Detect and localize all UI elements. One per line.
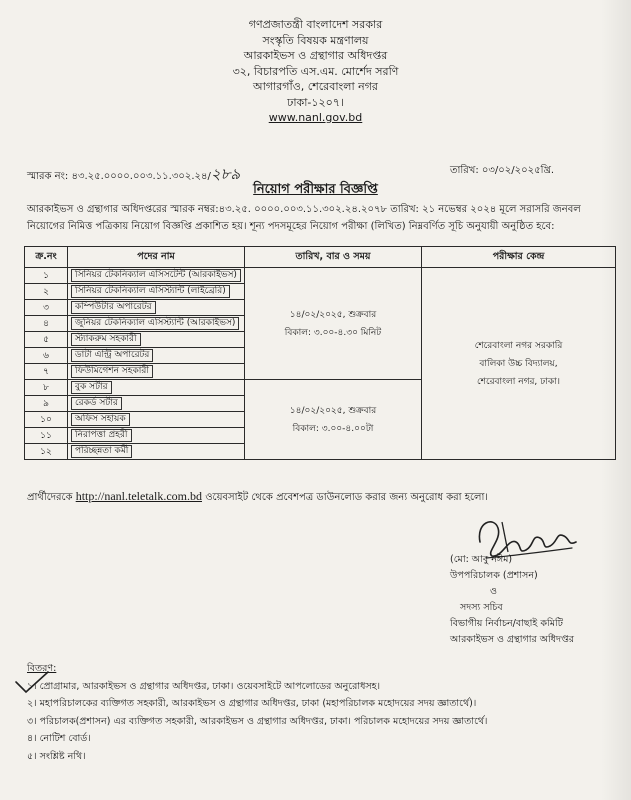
teletalk-link[interactable]: http://nanl.teletalk.com.bd bbox=[75, 489, 202, 503]
post-cell bbox=[68, 284, 245, 300]
signatory-block bbox=[450, 552, 574, 648]
col-header-datetime: তারিখ, বার ও সময় bbox=[245, 247, 422, 268]
serial-cell: ২ bbox=[25, 284, 68, 300]
post-name: রেকর্ড সর্টার bbox=[71, 397, 122, 410]
post-cell bbox=[68, 332, 245, 348]
distribution-item: ১। প্রোগ্রামার, আরকাইভস ও গ্রন্থাগার অধিদপ্তর, ঢাকা। ওয়েবসাইটে আপলোডের অনুরোধসহ। bbox=[27, 680, 381, 692]
post-cell bbox=[68, 444, 245, 460]
post-cell bbox=[68, 300, 245, 316]
slot2-date: ১৪/০২/২০২৫, শুক্রবার bbox=[289, 405, 377, 416]
exam-schedule-table bbox=[24, 246, 616, 460]
col-header-post: পদের নাম bbox=[68, 247, 245, 268]
letterhead-line: ৩২, বিচারপতি এস.এম. মোর্শেদ সরণি bbox=[232, 64, 399, 78]
post-cell bbox=[68, 348, 245, 364]
letterhead-line: আগারগাঁও, শেরেবাংলা নগর bbox=[253, 80, 378, 93]
distribution-list bbox=[27, 660, 487, 765]
slot2-time: বিকাল: ৩.০০-৪.০০টা bbox=[292, 423, 374, 434]
distribution-item: ৪। নোটিশ বোর্ড। bbox=[27, 733, 91, 744]
letterhead bbox=[0, 18, 631, 127]
post-name: নিরাপত্তা প্রহরী bbox=[71, 429, 132, 442]
website-link[interactable]: www.nanl.gov.bd bbox=[268, 111, 363, 124]
slot1-date: ১৪/০২/২০২৫, শুক্রবার bbox=[289, 309, 377, 320]
post-name: স্ট্যাকরুম সহকারী bbox=[71, 333, 141, 346]
post-name: সিনিয়র টেকনিক্যাল এসিসটেন্ট (আরকাইভস) bbox=[71, 269, 241, 282]
distribution-label: বিতরণ: bbox=[27, 663, 57, 674]
post-name: কম্পিউটার অপারেটর bbox=[71, 301, 156, 314]
post-cell bbox=[68, 316, 245, 332]
post-cell bbox=[68, 412, 245, 428]
venue-line: বালিকা উচ্চ বিদ্যালয়, bbox=[479, 358, 558, 369]
serial-cell: ১২ bbox=[25, 444, 68, 460]
post-name: ডাটা এন্ট্রি অপারেটর bbox=[71, 349, 153, 362]
col-header-venue: পরীক্ষার কেন্দ্র bbox=[422, 247, 616, 268]
post-name: অফিস সহায়ক bbox=[71, 413, 130, 426]
venue-line: শেরেবাংলা নগর, ঢাকা। bbox=[477, 376, 560, 387]
letterhead-line: গণপ্রজাতন্ত্রী বাংলাদেশ সরকার bbox=[248, 18, 383, 31]
serial-cell: ৯ bbox=[25, 396, 68, 412]
post-name: পরিচ্ছন্নতা কর্মী bbox=[71, 445, 132, 458]
signatory-name: (মো: আবু নঈম) bbox=[450, 554, 513, 565]
serial-cell: ৫ bbox=[25, 332, 68, 348]
col-header-serial: ক্র.নং bbox=[25, 247, 68, 268]
serial-cell: ৩ bbox=[25, 300, 68, 316]
notice-body bbox=[27, 201, 617, 235]
serial-cell: ৮ bbox=[25, 380, 68, 396]
post-cell bbox=[68, 380, 245, 396]
distribution-item: ৩। পরিচালক(প্রশাসন) এর ব্যক্তিগত সহকারী, আরকাইভস ও গ্রন্থাগার অধিদপ্তর, ঢাকা। পরিচালক মহোদয়ের সদয় জ্ঞাতার্থে। bbox=[27, 715, 488, 727]
signatory-office: আরকাইভস ও গ্রন্থাগার অধিদপ্তর bbox=[450, 634, 575, 645]
slot1-cell bbox=[245, 268, 422, 380]
post-name: বুক সর্টার bbox=[71, 381, 112, 394]
candidate-note bbox=[27, 489, 488, 507]
notice-title: নিয়োগ পরীক্ষার বিজ্ঞপ্তি bbox=[253, 182, 378, 197]
serial-cell: ১১ bbox=[25, 428, 68, 444]
distribution-item: ২। মহাপরিচালকের ব্যক্তিগত সহকারী, আরকাইভস ও গ্রন্থাগার অধিদপ্তর, ঢাকা (মহাপরিচালক মহোদয়ের সদয় জ্ঞাতার্থে)। bbox=[27, 698, 477, 709]
venue-cell bbox=[422, 268, 616, 460]
serial-cell: ১০ bbox=[25, 412, 68, 428]
body-line: নিয়োগের নিমিত্ত পত্রিকায় নিয়োগ বিজ্ঞপ্তি প্রকাশিত হয়। শূন্য পদসমূহের নিয়োগ পরীক্ষা (লিখিত) নিম্নবর্ণিত সূচি অনুযায়ী অনুষ্ঠিত হবে: bbox=[27, 221, 555, 232]
serial-cell: ৬ bbox=[25, 348, 68, 364]
table-header-row bbox=[25, 247, 616, 268]
letterhead-line: ঢাকা-১২০৭। bbox=[287, 95, 344, 109]
serial-cell: ১ bbox=[25, 268, 68, 284]
post-name: জুনিয়র টেকনিক্যাল এসিস্ট্যান্ট (আরকাইভস) bbox=[71, 317, 239, 330]
slot2-cell bbox=[245, 380, 422, 460]
signatory-committee: বিভাগীয় নির্বাচন/বাছাই কমিটি bbox=[450, 618, 563, 629]
post-cell bbox=[68, 396, 245, 412]
letterhead-line: আরকাইভস ও গ্রন্থাগার অধিদপ্তর bbox=[243, 49, 388, 62]
post-name: সিনিয়র টেকনিক্যাল এসিস্ট্যান্ট (লাইব্রেরি) bbox=[71, 285, 230, 298]
memo-number-handwritten: ২৮৯ bbox=[210, 165, 241, 183]
venue-line: শেরেবাংলা নগর সরকারি bbox=[474, 340, 563, 351]
signatory-designation: উপপরিচালক (প্রশাসন) bbox=[450, 570, 538, 581]
signatory-role: সদস্য সচিব bbox=[460, 602, 503, 613]
memo-date: তারিখ: ০৩/০২/২০২৫খ্রি. bbox=[450, 165, 555, 176]
distribution-item: ৫। সংশ্লিষ্ট নথি। bbox=[27, 750, 86, 762]
post-cell bbox=[68, 364, 245, 380]
memo-number-text: স্মারক নং: ৪৩.২৫.০০০০.০০৩.১১.৩০২.২৪/ bbox=[27, 171, 211, 182]
slot1-time: বিকাল: ৩.০০-৪.৩০ মিনিট bbox=[284, 327, 382, 338]
serial-cell: ৪ bbox=[25, 316, 68, 332]
post-cell bbox=[68, 428, 245, 444]
scan-shadow bbox=[601, 0, 631, 800]
post-name: ফিউমিগেশন সহকারী bbox=[71, 365, 153, 378]
body-line: আরকাইভস ও গ্রন্থাগার অধিদপ্তরের স্মারক নম্বর:৪৩.২৫. ০০০০.০০৩.১১.৩০২.২৪.২০৭৮ তারিখ: ২১ নভেম্বর ২০২৪ মূলে সরাসরি জনবল bbox=[27, 204, 581, 215]
candidate-note-suffix: ওয়েবসাইট থেকে প্রবেশপত্র ডাউনলোড করার জন্য অনুরোধ করা হলো। bbox=[205, 492, 488, 503]
serial-cell: ৭ bbox=[25, 364, 68, 380]
signatory-conjunction: ও bbox=[490, 586, 497, 597]
table-row bbox=[25, 268, 616, 284]
candidate-note-prefix: প্রার্থীদেরকে bbox=[27, 492, 73, 503]
post-cell bbox=[68, 268, 245, 284]
letterhead-line: সংস্কৃতি বিষয়ক মন্ত্রণালয় bbox=[262, 33, 369, 47]
